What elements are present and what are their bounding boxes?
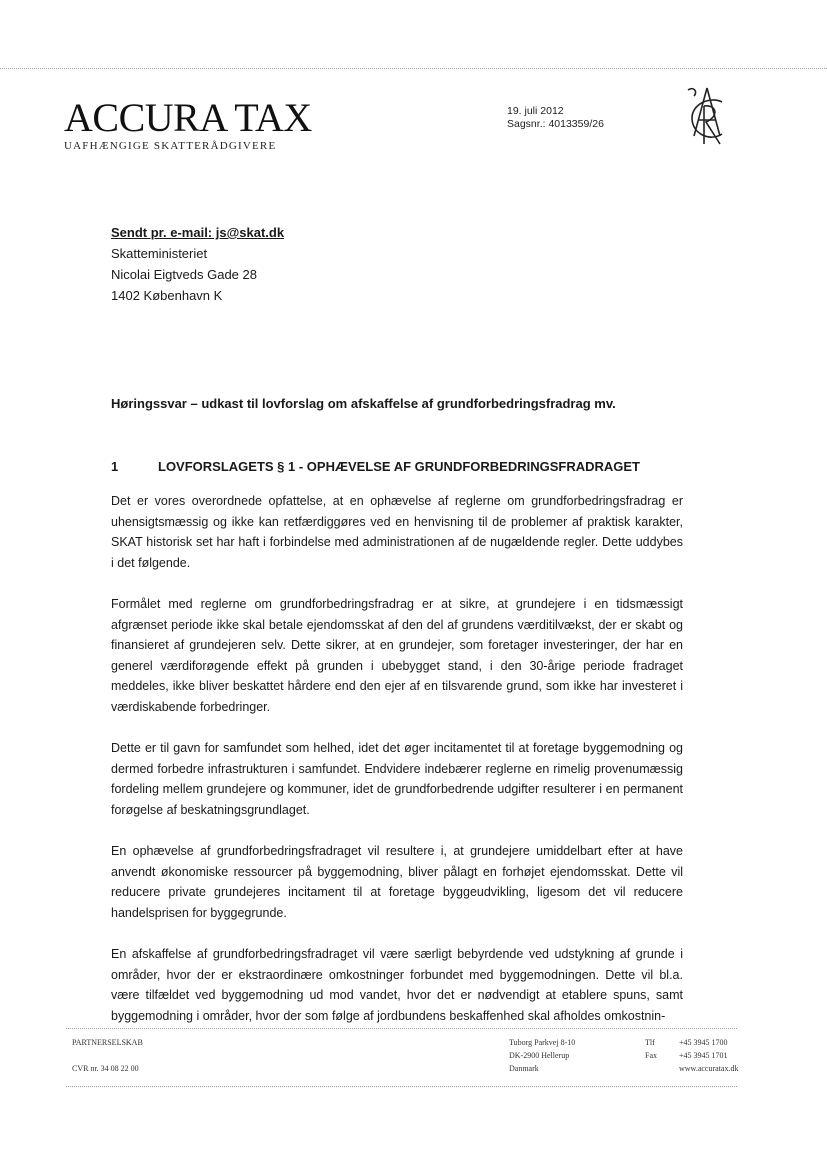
phone-label: Tlf (645, 1038, 655, 1047)
fax-label: Fax (645, 1051, 657, 1060)
recipient-name: Skatteministeriet (111, 246, 208, 261)
recipient-block (111, 222, 284, 306)
website: www.accuratax.dk (679, 1064, 739, 1073)
letter-date: 19. juli 2012 (507, 105, 564, 117)
company-logo-name: ACCURA TAX (64, 95, 312, 140)
company-tagline: UAFHÆNGIGE SKATTERÅDGIVERE (64, 140, 277, 152)
footer-top-rule (66, 1028, 737, 1029)
case-number: Sagsnr.: 4013359/26 (507, 118, 604, 130)
footer-address (509, 1036, 575, 1075)
paragraph: En ophævelse af grundforbedringsfradraget vil resultere i, at grundejere umiddelbart efter at have anvendt økonomiske ressourcer på byggemodning, bliver pålagt en forhøjet ejendomsskat. Dette vil reducere private grundejeres incitament til at foretage byggeudvikling, ligesom det vil reducere handelsprisen for byggegrunde. (111, 844, 683, 920)
paragraph: Det er vores overordnede opfattelse, at en ophævelse af reglerne om grundforbedringsfradrag er uhensigtsmæssig og ikke kan retfærdiggøres ved en henvisning til de problemer af praktisk karakter, SKAT historisk set har haft i forbindelse med administrationen af de nugældende regler. Dette uddybes i det følgende. (111, 494, 683, 570)
web-label (645, 1062, 659, 1075)
section-heading (111, 459, 640, 474)
section-number: 1 (111, 459, 119, 474)
footer-country: Danmark (509, 1064, 539, 1073)
phone-number: +45 3945 1700 (679, 1038, 728, 1047)
footer-company-info (72, 1036, 143, 1075)
monogram-seal-icon (682, 84, 732, 150)
letter-body (111, 491, 683, 1047)
footer-cvr: CVR nr. 34 08 22 00 (72, 1064, 139, 1073)
sent-by-email-line: Sendt pr. e-mail: js@skat.dk (111, 225, 285, 240)
fax-number: +45 3945 1701 (679, 1051, 728, 1060)
letter-subject: Høringssvar – udkast til lovforslag om afskaffelse af grundforbedringsfradrag mv. (111, 396, 616, 411)
footer-contact (645, 1036, 738, 1075)
paragraph: En afskaffelse af grundforbedringsfradraget vil være særligt bebyrdende ved udstykning af grunde i områder, hvor der er ekstraordinære omkostninger forbundet med byggemodningen. Dette vil bl.a. være tilfældet ved byggemodning ud mod vandet, hvor det er nødvendigt at etablere spuns, samt byggemodning i områder, hvor der som følge af jordbundens beskaffenhed skal afholdes omkostnin- (111, 947, 683, 1023)
footer-street: Tuborg Parkvej 8-10 (509, 1038, 576, 1047)
paragraph: Dette er til gavn for samfundet som helhed, idet det øger incitamentet til at foretage byggemodning og dermed forbedre infrastrukturen i samfundet. Endvidere indebærer reglerne en rimelig provenumæssig fordeling mellem grundejere og kommuner, idet de grundforbedrende udgifter resulterer i en permanent forøgelse af beskatningsgrundlaget. (111, 741, 683, 817)
recipient-city: 1402 København K (111, 288, 223, 303)
footer-city: DK-2900 Hellerup (509, 1051, 570, 1060)
letter-meta (507, 105, 604, 131)
section-title: LOVFORSLAGETS § 1 - OPHÆVELSE AF GRUNDFORBEDRINGSFRADRAGET (158, 459, 640, 474)
recipient-street: Nicolai Eigtveds Gade 28 (111, 267, 257, 282)
top-dotted-rule (0, 68, 827, 69)
paragraph: Formålet med reglerne om grundforbedringsfradrag er at sikre, at grundejere i en tidsmæssigt afgrænset periode ikke skal betale ejendomsskat af den del af grundens værditilvækst, der er skabt og finansieret af grundejeren selv. Dette sikrer, at en grundejer, som foretager investeringer, der har en generel værdiforøgende effekt på grunden i ubebygget stand, i den 30-årige periode fradraget meddeles, ikke bliver beskattet hårdere end den ejer af en tilsvarende grund, som ikke har investeret i værdiskabende forbedringer. (111, 597, 683, 714)
footer-bottom-rule (66, 1086, 737, 1087)
footer-company-type: PARTNERSELSKAB (72, 1038, 143, 1047)
